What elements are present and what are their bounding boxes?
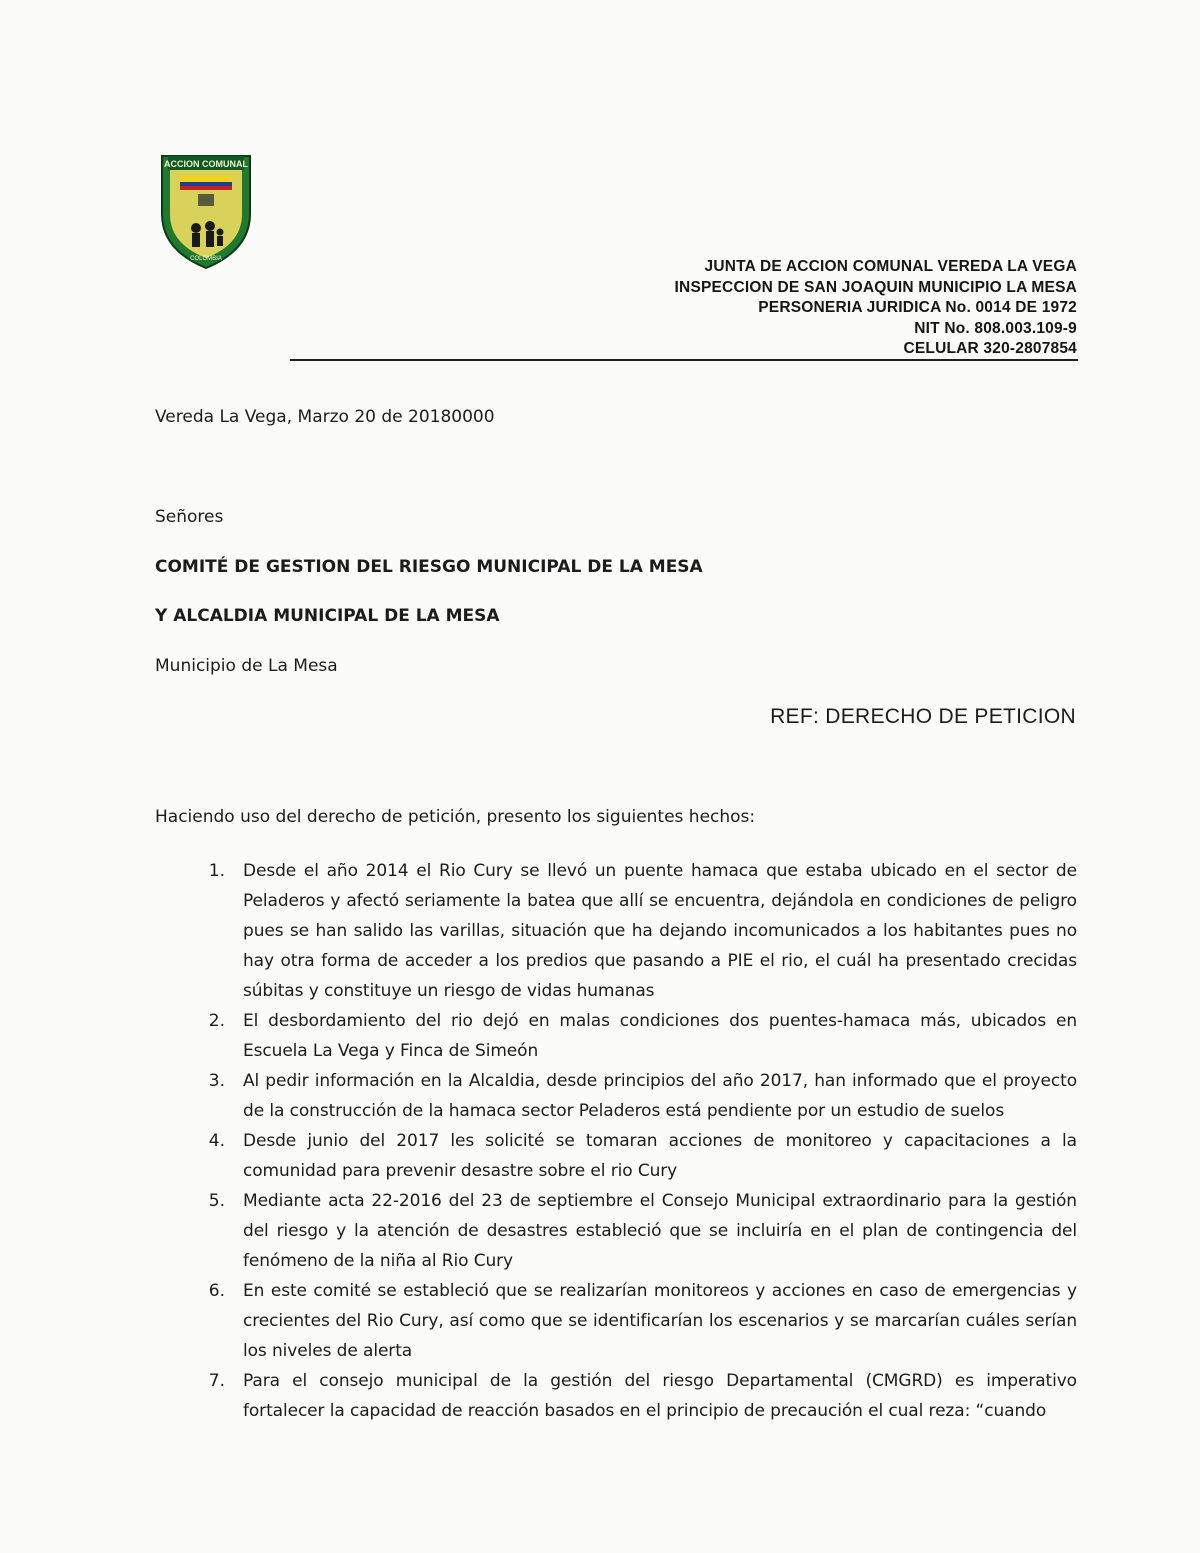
list-item-number: 5. [208,1191,225,1211]
letterhead-phone: CELULAR 320-2807854 [903,340,1077,357]
list-item-number: 1. [208,861,225,881]
list-item-text: Mediante acta 22-2016 del 23 de septiembre el Consejo Municipal extraordinario para la gestión del riesgo y la atención de desastres estableció que se incluiría en el plan de contingencia del fenómeno de la niña al Rio Cury [243,1191,1077,1271]
list-item [155,1276,1077,1366]
addressee-mayoralty: Y ALCALDIA MUNICIPAL DE LA MESA [155,606,500,626]
list-item-number: 3. [208,1071,225,1091]
letterhead-nit: NIT No. 808.003.109-9 [914,319,1077,337]
list-item-number: 7. [208,1371,225,1391]
list-item-text: Al pedir información en la Alcaldia, desde principios del año 2017, han informado que el proyecto de la construcción de la hamaca sector Peladeros está pendiente por un estudio de suelos [243,1071,1077,1121]
addressee-municipality: Municipio de La Mesa [155,656,338,676]
letterhead-inspection: INSPECCION DE SAN JOAQUIN MUNICIPIO LA MESA [674,278,1077,296]
list-item [155,1066,1077,1126]
list-item-text: Desde junio del 2017 les solicité se tomaran acciones de monitoreo y capacitaciones a la comunidad para prevenir desastre sobre el rio Cury [243,1131,1077,1181]
salutation: Señores [155,507,224,527]
shield-emblem-icon [158,152,254,272]
list-item-text: El desbordamiento del rio dejó en malas condiciones dos puentes-hamaca más, ubicados en Escuela La Vega y Finca de Simeón [243,1011,1077,1061]
letterhead-organization: JUNTA DE ACCION COMUNAL VEREDA LA VEGA [704,258,1077,275]
facts-list [155,856,1077,1426]
list-item-text: En este comité se estableció que se realizarían monitoreos y acciones en caso de emergencias y crecientes del Rio Cury, así como que se identificarían los escenarios y se marcarían cuáles serían los niveles de alerta [243,1281,1077,1361]
list-item [155,1186,1077,1276]
letterhead [675,257,1077,360]
list-item-number: 4. [208,1131,225,1151]
logo-text: ACCION COMUNAL [164,159,248,169]
letterhead-legal-status: PERSONERIA JURIDICA No. 0014 DE 1972 [758,299,1077,316]
list-item-number: 2. [208,1011,225,1031]
list-item-number: 6. [208,1281,225,1301]
logo-bottom-text: COLOMBIA [190,256,222,262]
list-item-text: Para el consejo municipal de la gestión del riesgo Departamental (CMGRD) es imperativo fortalecer la capacidad de reacción basados en el principio de precaución el cual reza: “cuando [243,1371,1077,1421]
community-action-logo [158,152,254,272]
reference-line: REF: DERECHO DE PETICION [770,705,1076,728]
intro-paragraph: Haciendo uso del derecho de petición, presento los siguientes hechos: [155,807,756,827]
addressee-committee: COMITÉ DE GESTION DEL RIESGO MUNICIPAL DE LA MESA [155,557,703,577]
letterhead-divider [290,359,1078,361]
list-item [155,1126,1077,1186]
list-item-text: Desde el año 2014 el Rio Cury se llevó un puente hamaca que estaba ubicado en el sector de Peladeros y afectó seriamente la batea que allí se encuentra, dejándola en condiciones de peligro pues se han salido las varillas, situación que ha dejando incomunicados a los habitantes pues no hay otra forma de acceder a los predios que pasando a PIE el rio, el cuál ha presentado crecidas súbitas y constituye un riesgo de vidas humanas [243,861,1077,1001]
list-item [155,1366,1077,1426]
list-item [155,1006,1077,1066]
list-item [155,856,1077,1006]
letter-date: Vereda La Vega, Marzo 20 de 20180000 [155,407,495,427]
